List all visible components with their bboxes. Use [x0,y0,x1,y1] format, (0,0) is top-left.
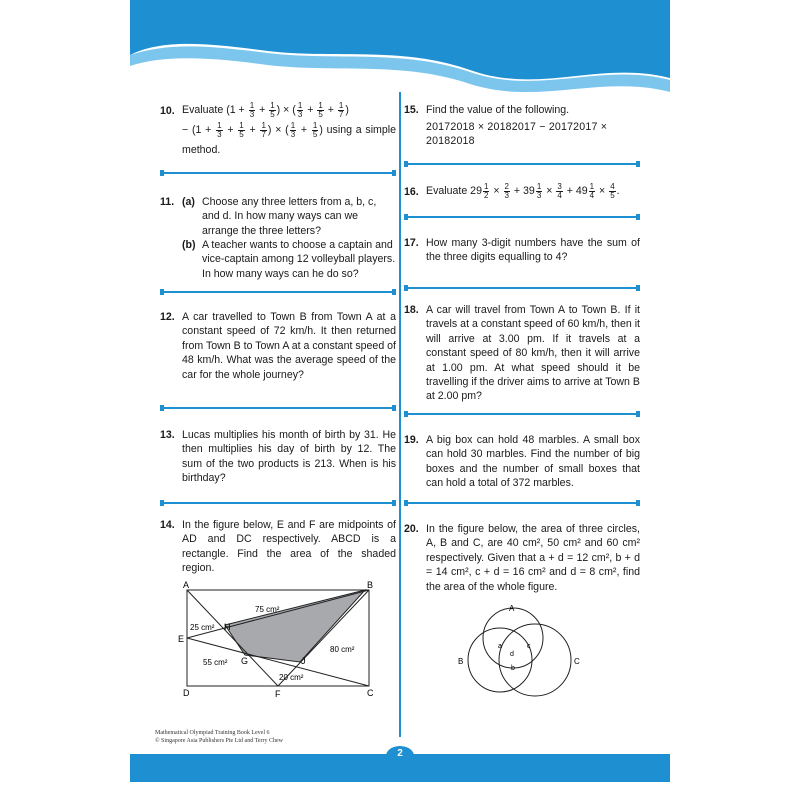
footer-line: Mathematical Olympiad Training Book Level 6 [155,730,270,736]
question-number: 20. [404,523,419,535]
question-16-expression: Evaluate 29 $\frac{1}{2}$ × $\frac{2}{3}$ + 39 $\frac{1}{3}$ × $\frac{3}{4}$ + 49 $\frac{1}{4}$ × $\frac{4}{5}$ . [426,181,620,200]
label-circle-a: A [509,604,515,613]
question-10-expression: Evaluate (1 + $\frac{1}{3}$ + $\frac{1}{5}$ ) × ( $\frac{1}{3}$ + $\frac{1}{5}$ + $\frac{1}{7}$ ) − (1 + $\frac{1}{3}$ + $\frac{1}{5}$ + $\frac{1}{7}$ ) × ( $\frac{1}{3}$ + $\frac{1}{5}$ ) using a simple method. [182,100,397,156]
column-divider [399,92,401,737]
separator [404,413,640,415]
question-number: 12. [160,311,175,323]
label-region-b: b [511,665,515,672]
question-text: Lucas multiplies his month of birth by 31. He then multiplies his day of birth by 12. The sum of the two products is 213. When is his birthday? [182,429,396,485]
question-text: A car will travel from Town A to Town B. If it travels at a constant speed of 60 km/h, then it will arrive at 3.00 pm. If it travels at a constant speed of 80 km/h, then it will arrive at 1.00 pm. At what speed should it be travelling if the driver aims to arrive at Town B at 2.00 pm? [426,304,640,403]
separator [404,502,640,504]
footer-line: © Singapore Asia Publishers Pte Ltd and Terry Chew [155,738,284,744]
area-55: 55 cm² [203,658,228,667]
label-region-a: a [498,643,502,650]
question-text: Evaluate [426,185,468,197]
part-label: (a) [182,196,195,208]
label-c: C [367,688,374,698]
area-80: 80 cm² [330,645,355,654]
part-label: (b) [182,239,196,251]
figure-20-venn-diagram [450,600,600,700]
label-circle-b: B [458,657,464,666]
question-text: Evaluate [182,104,224,116]
label-b: B [367,580,374,590]
area-75: 75 cm² [255,605,280,614]
question-text: In the figure below, the area of three circles, A, B and C, are 40 cm², 50 cm² and 60 cm² respectively. Given that a + d = 12 cm², b + d = 14 cm², c + d = 16 cm² and d = 8 cm², find the area of the whole figure. [426,523,640,593]
separator [160,291,396,293]
part-text: A teacher wants to choose a captain and vice-captain among 12 volleyball players. In how many ways can he do so? [202,239,396,280]
label-f: F [275,689,281,699]
question-text: A car travelled to Town B from Town A at a constant speed of 72 km/h. It then returned from Town B to Town A at a constant speed of 48 km/h. What was the average speed of the car for the whole journey? [182,311,396,381]
question-number: 11. [160,196,175,208]
label-a: A [183,580,190,590]
circle-b [468,628,532,692]
label-circle-c: C [574,657,580,666]
label-h: H [224,622,231,632]
circle-c [499,624,571,696]
area-20: 20 cm² [279,673,304,682]
question-text: In the figure below, E and F are midpoints of AD and DC respectively. ABCD is a rectangle. Find the area of the shaded region. [182,519,396,575]
question-10 [160,100,396,160]
part-text: Choose any three letters from a, b, c, and d. In how many ways can we arrange the three letters? [202,196,377,237]
question-number: 18. [404,304,419,316]
question-11 [160,195,396,285]
question-text: How many 3-digit numbers have the sum of the three digits equalling to 4? [426,237,640,264]
label-j: J [301,656,306,666]
label-e: E [178,634,185,644]
separator [404,216,640,218]
question-expression: 20172018 × 20182017 − 20172017 × 20182018 [426,121,608,148]
separator [404,163,640,165]
question-text: Find the value of the following. [426,104,570,116]
figure-14-rectangle-diagram [175,580,385,700]
label-g: G [241,656,249,666]
area-25: 25 cm² [190,623,215,632]
separator [160,172,396,174]
question-number: 14. [160,519,175,531]
label-region-c: c [527,643,531,650]
question-number: 10. [160,105,175,117]
question-text-tail: using a simple method. [182,124,397,156]
label-region-d: d [510,651,514,658]
question-number: 16. [404,186,419,198]
label-d: D [183,688,190,698]
separator [160,407,396,409]
separator [160,502,396,504]
question-number: 17. [404,237,419,249]
circle-a [483,608,543,668]
page-number: 2 [397,748,403,759]
question-number: 19. [404,434,419,446]
question-text: A big box can hold 48 marbles. A small box can hold 30 marbles. Find the number of big boxes and the number of small boxes that can hold a total of 372 marbles. [426,434,640,490]
question-16 [404,180,640,210]
question-number: 13. [160,429,175,441]
separator [404,287,640,289]
question-number: 15. [404,104,419,116]
